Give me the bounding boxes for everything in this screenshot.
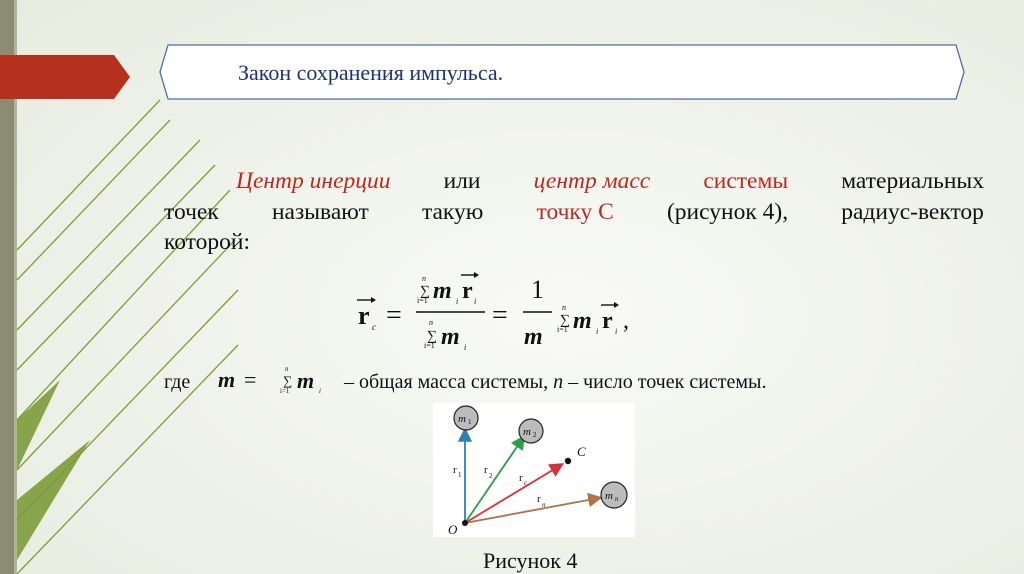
figure-4 [433,403,635,537]
term-system: системы [703,168,789,194]
svg-text:∑: ∑ [560,313,570,328]
formula-lhs-vector: r [358,301,370,330]
point-c [565,458,571,464]
sum-upper-limit: n [562,303,566,312]
label-r1-sub: 1 [458,471,462,479]
where-text-part-1: – общая масса системы, [344,371,549,393]
label-r2-sub: 2 [489,472,493,480]
paragraph-line-1 [164,166,984,197]
sum-upper-limit: n [422,274,426,283]
svg-text:∑: ∑ [427,329,437,344]
figure-reference: (рисунок 4), [666,198,789,225]
mass-m1-label: m [458,413,466,425]
where-explanation [344,371,767,394]
total-mass-formula [216,360,346,402]
tail-mass: m [573,308,592,334]
paragraph-line-3 [164,227,984,258]
where-label: где [164,371,191,393]
label-rn-sub: n [542,501,546,509]
numerator-mass-sub: i [456,297,459,306]
formula-lhs-sub: c [372,322,376,332]
paragraph-line-2 [164,197,984,228]
word: точек [164,198,219,225]
sum-lower-limit: i=1 [417,296,428,305]
mass-mn-sub: n [615,495,619,503]
mass-mn-label: m [605,490,613,502]
mass-m1-sub: 1 [468,418,472,426]
vector-r2 [465,438,523,523]
formula-comma: , [623,308,629,334]
tail-vector: r [602,308,613,334]
label-rc: r [519,472,523,484]
sum-lower-limit: i=1 [280,387,290,395]
word: называют [271,198,369,225]
sum-upper-limit: n [429,318,433,327]
label-r2: r [484,464,488,476]
svg-text:∑: ∑ [420,284,430,299]
mass-term-sub: i [319,387,321,395]
point-c-label: C [577,444,586,459]
word: такую [421,198,484,225]
numerator-vector-sub: i [474,297,477,306]
denominator-mass-sub: i [464,343,467,352]
label-rc-sub: c [524,479,528,487]
denominator-mass: m [441,324,460,350]
title-marker-tab [0,55,130,99]
fraction-denominator: m [524,324,543,350]
origin-point [462,520,468,526]
term-center-of-inertia: Центр инерции [236,168,391,194]
figure-caption: Рисунок 4 [483,548,578,573]
origin-label: O [448,522,458,537]
numerator-vector: r [462,278,473,304]
mass-m2-label: m [523,426,531,438]
definition-paragraph [164,166,984,258]
mass-m2-sub: 2 [533,431,537,439]
sum-lower-limit: i=1 [557,325,568,334]
slide-title: Закон сохранения импульса. [238,60,504,85]
sum-lower-limit: i=1 [424,341,435,350]
svg-text:∑: ∑ [283,373,293,388]
center-of-mass-diagram [433,403,635,537]
term-point-c: точку С [536,198,614,225]
label-r1: r [453,464,457,476]
numerator-mass: m [433,278,452,304]
word: материальных [841,168,984,194]
label-rn: r [537,493,541,505]
word: или [443,168,481,194]
word: которой: [164,229,250,255]
fraction-numerator: 1 [531,275,544,304]
sum-upper-limit: n [285,365,289,373]
where-n-symbol: n [553,371,564,393]
mass-term: m [297,368,315,393]
tail-mass-sub: i [596,327,599,336]
where-text-part-2: – число точек системы. [568,371,767,393]
term-center-of-mass: центр масс [533,168,651,194]
svg-text:=: = [492,300,508,331]
equals-sign: = [244,367,257,392]
tail-vector-sub: i [615,327,618,336]
svg-text:=: = [386,300,402,331]
center-of-mass-formula [340,268,700,358]
word: радиус-вектор [841,198,984,225]
total-mass-symbol: m [218,367,236,392]
